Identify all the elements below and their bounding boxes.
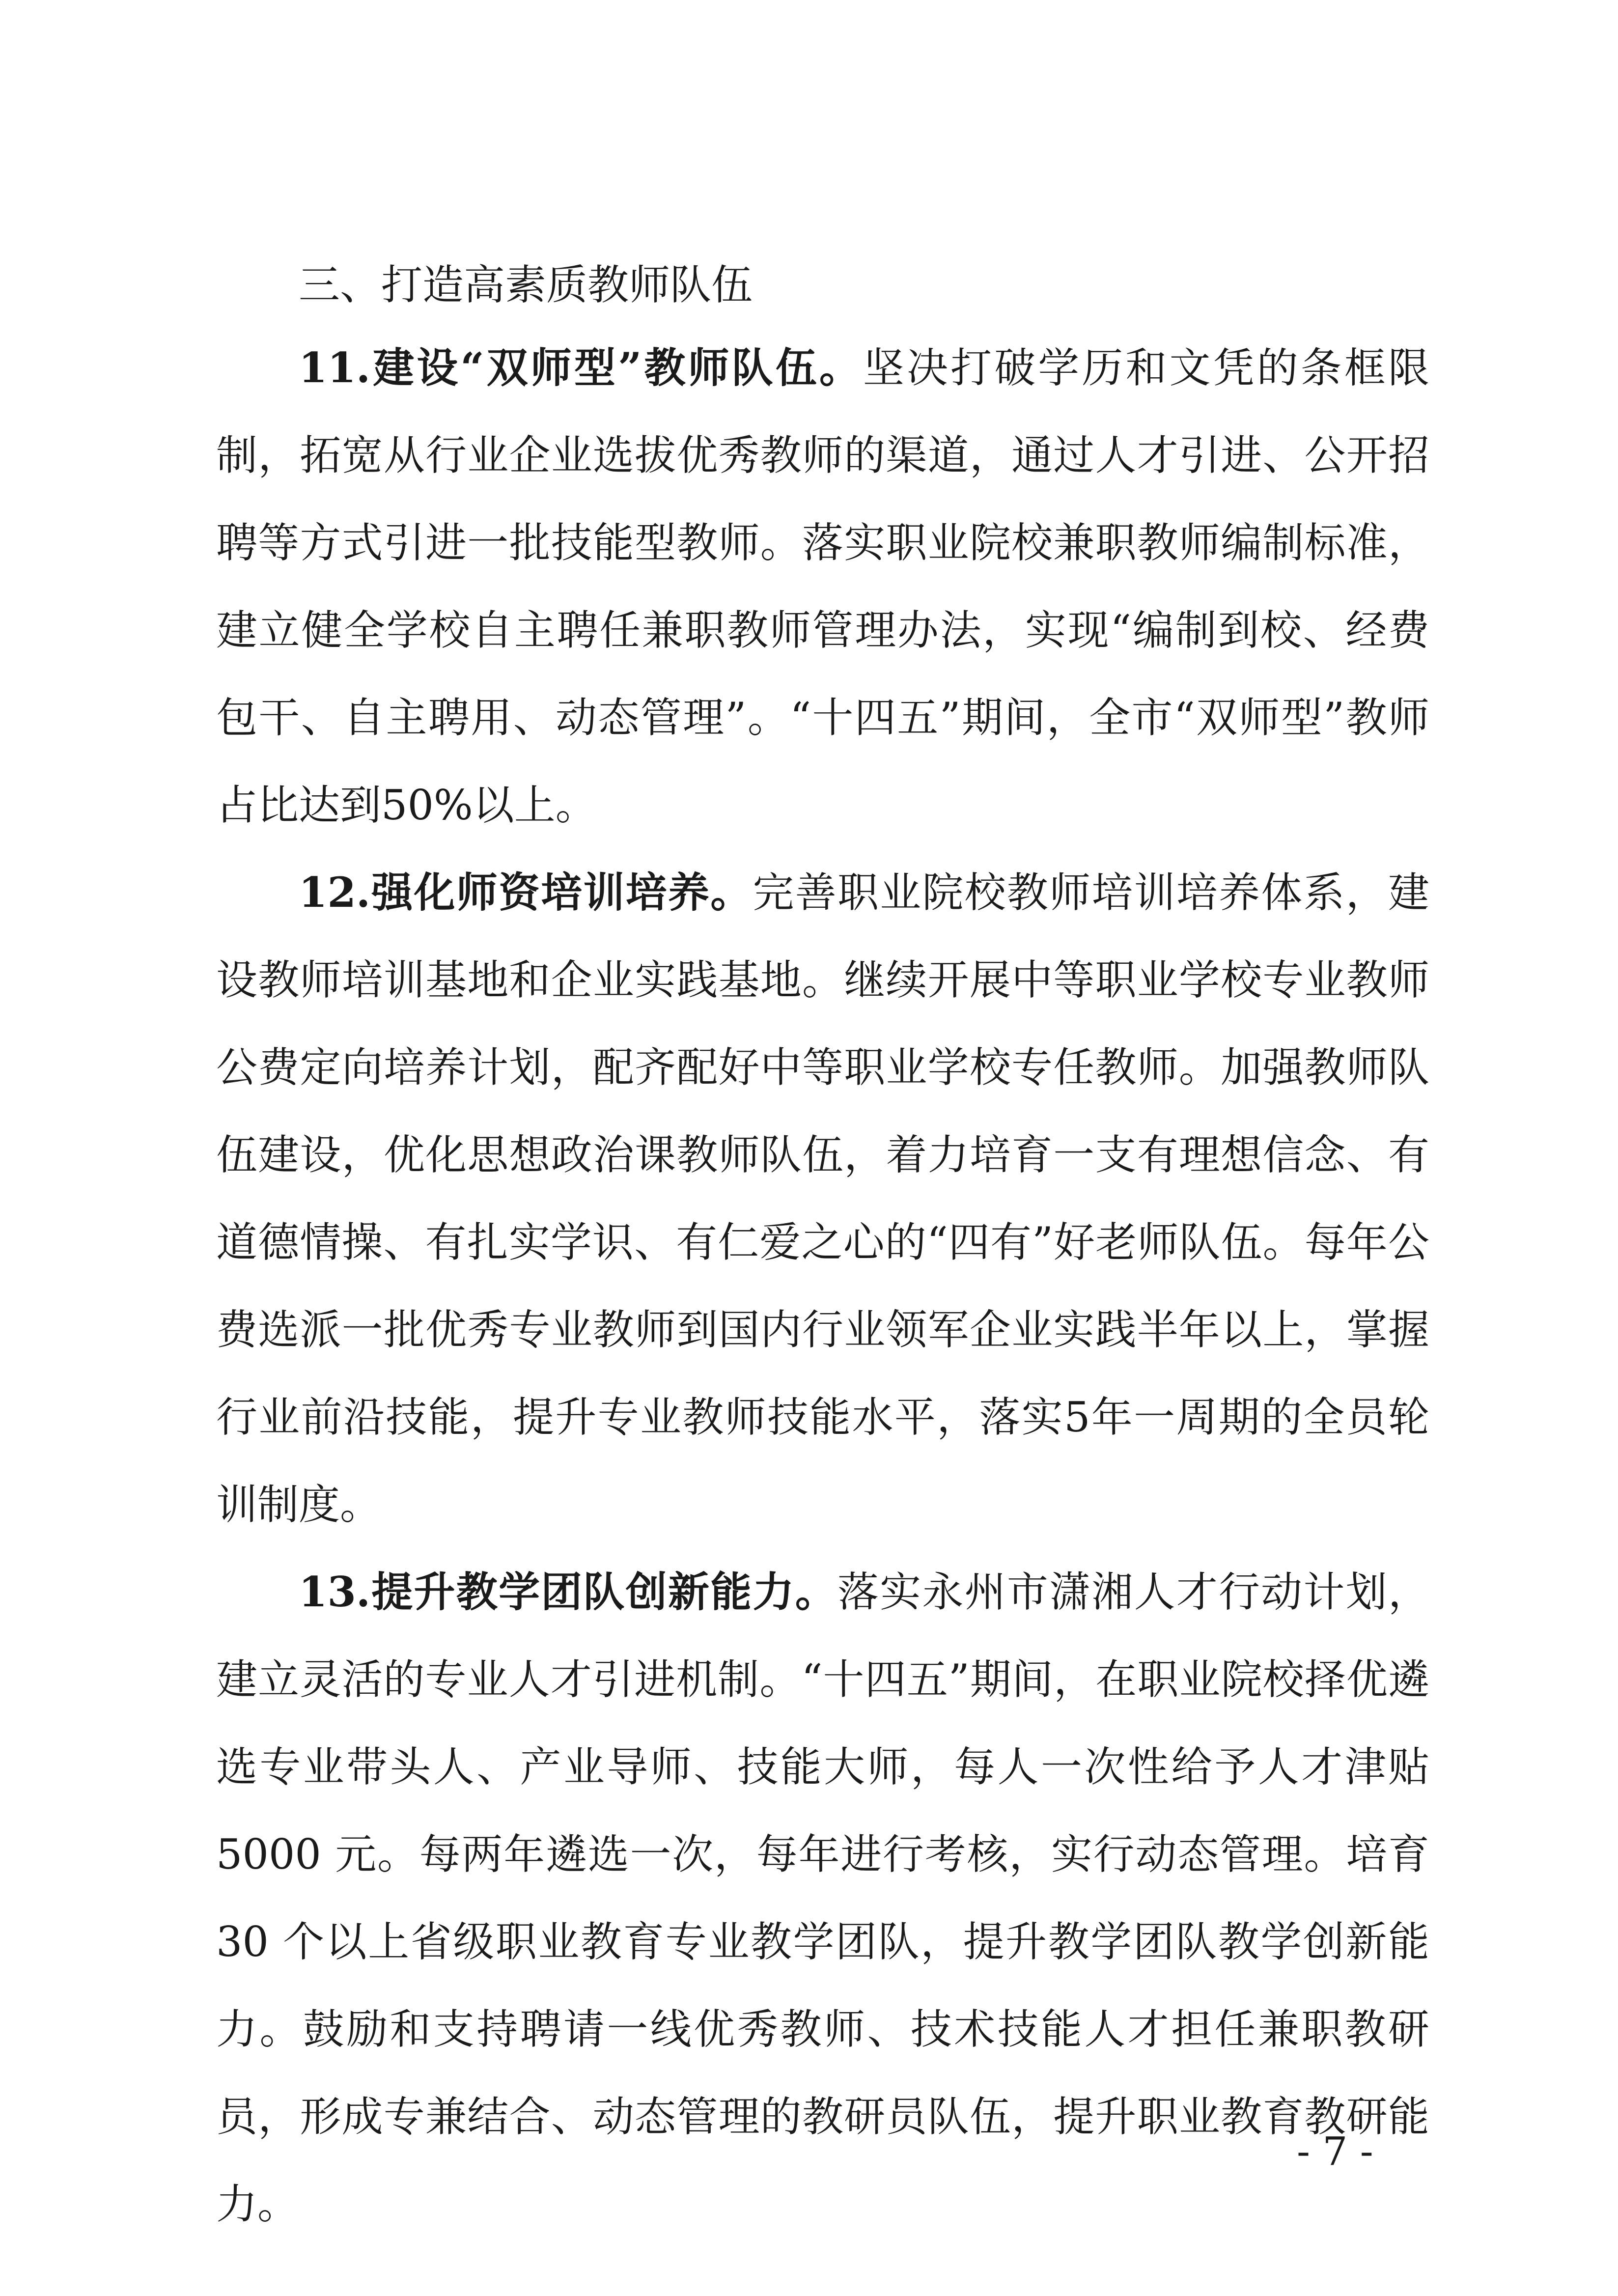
paragraph-12 <box>216 849 1429 1548</box>
paragraph-13-title: 13.提升教学团队创新能力。 <box>299 1568 837 1616</box>
paragraph-11-text: 坚决打破学历和文凭的条框限制，拓宽从行业企业选拔优秀教师的渠道，通过人才引进、公开招聘等方式引进一批技能型教师。落实职业院校兼职教师编制标准，建立健全学校自主聘任兼职教师管理办法，实现“编制到校、经费包干、自主聘用、动态管理”。“十四五”期间，全市“双师型”教师占比达到50%以上。 <box>216 344 1429 829</box>
paragraph-12-text: 完善职业院校教师培训培养体系，建设教师培训基地和企业实践基地。继续开展中等职业学校专业教师公费定向培养计划，配齐配好中等职业学校专任教师。加强教师队伍建设，优化思想政治课教师队伍，着力培育一支有理想信念、有道德情操、有扎实学识、有仁爱之心的“四有”好老师队伍。每年公费选派一批优秀专业教师到国内行业领军企业实践半年以上，掌握行业前沿技能，提升专业教师技能水平，落实5年一周期的全员轮训制度。 <box>216 868 1429 1529</box>
paragraph-11 <box>216 324 1429 849</box>
paragraph-12-title: 12.强化师资培训培养。 <box>299 868 753 917</box>
page-number: - 7 - <box>1297 2128 1373 2174</box>
paragraph-13 <box>216 1548 1429 2248</box>
document-body <box>216 255 1429 2248</box>
paragraph-11-title: 11.建设“双师型”教师队伍。 <box>299 343 863 392</box>
paragraph-13-text: 落实永州市潇湘人才行动计划，建立灵活的专业人才引进机制。“十四五”期间，在职业院校择优遴选专业带头人、产业导师、技能大师，每人一次性给予人才津贴5000 元。每两年遴选一次，每年进行考核，实行动态管理。培育30 个以上省级职业教育专业教学团队，提升教学团队教学创新能力。鼓励和支持聘请一线优秀教师、技术技能人才担任兼职教研员，形成专兼结合、动态管理的教研员队伍，提升职业教育教研能力。 <box>216 1568 1429 2228</box>
section-heading: 三、打造高素质教师队伍 <box>299 261 753 309</box>
